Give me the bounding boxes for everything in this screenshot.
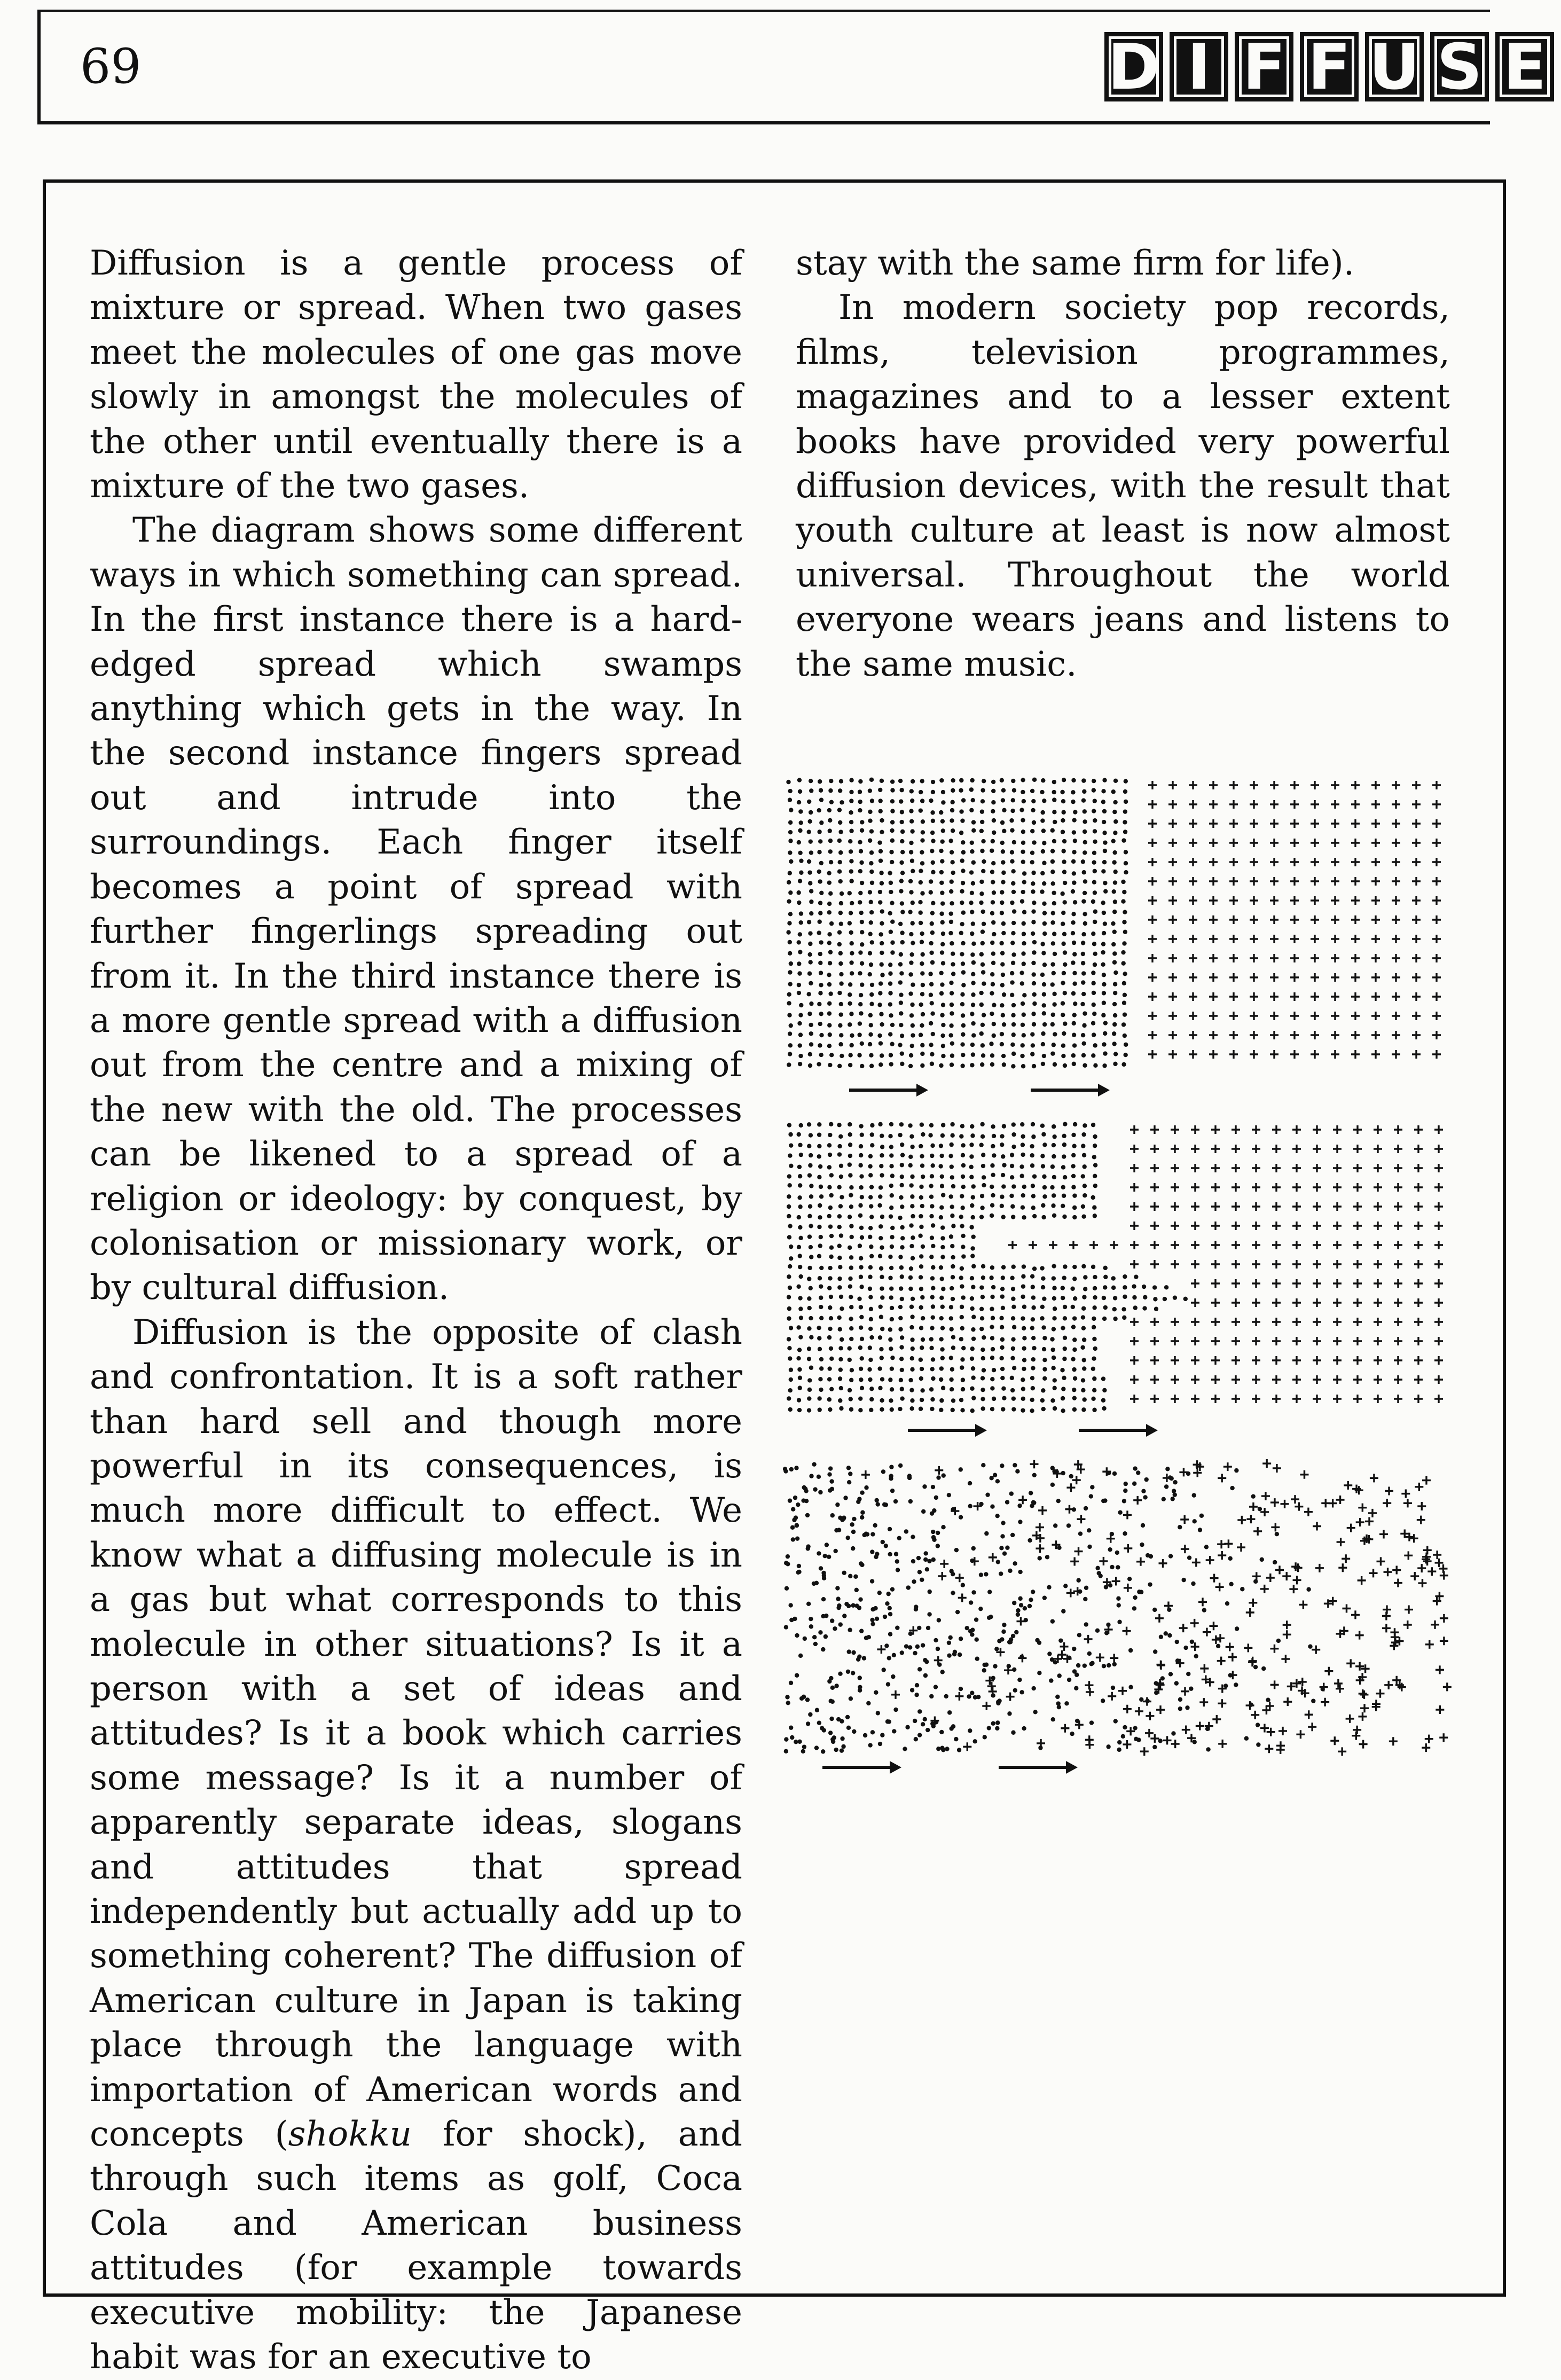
- logo-letter: F: [1300, 32, 1359, 101]
- logo-letter: U: [1365, 32, 1424, 101]
- diagram-panel-hard-edged: [780, 774, 1453, 1100]
- arrow-right-icon: [849, 1089, 919, 1092]
- diagram-panel-gentle: [780, 1458, 1453, 1784]
- diagram-panel-fingers: [780, 1119, 1453, 1445]
- paragraph: The diagram shows some different ways in which something can spread. In the first instance there is a hard-edged spread which swamps anything which gets in the way. In the second instance fingers spread out and intrude into the surroundings. Each finger itself becomes a point of spread with further fingerlings spreading out from it. In the third instance there is a more gentle spread with a diffusion out from the centre and a mixing of the new with the old. The processes can be likened to a spread of a religion or ideology: by conquest, by colonisation or missionary work, or by cultural diffusion.: [90, 511, 742, 1308]
- arrow-right-icon: [1031, 1089, 1100, 1092]
- arrow-right-icon: [999, 1766, 1068, 1769]
- left-column: [90, 241, 742, 2380]
- paragraph: Diffusion is a gentle process of mixture or spread. When two gases meet the molecules of one gas move slowly in amongst the molecules of the other until eventually there is a mixture of the two gases.: [90, 244, 742, 506]
- logo-letter: I: [1170, 32, 1228, 101]
- paragraph: In modern society pop records, films, television programmes, magazines and to a lesser extent books have provided very powerful diffusion devices, with the result that youth culture at least is now almost universal. Throughout the world everyone wears jeans and listens to the same music.: [796, 288, 1450, 684]
- logo-letter: E: [1495, 32, 1554, 101]
- section-logo: [1104, 30, 1554, 104]
- arrow-right-icon: [908, 1429, 977, 1432]
- logo-letter: D: [1104, 32, 1163, 101]
- arrow-right-icon: [1079, 1429, 1148, 1432]
- diffusion-field: [780, 1119, 1453, 1418]
- paragraph-text: Diffusion is the opposite of clash and confrontation. It is a soft rather than hard sell and though more powerful in its consequences, is much more difficult to effect. We know what a diffusing molecule is in a gas but what corresponds to this molecule in other situations? Is it a person with a set of ideas and attitudes? Is it a book which carries some message? Is it a number of apparently separate ideas, slogans and attitudes that spread independently but actually add up to something coherent? The diffusion of American culture in Japan is taking place through the language with importation of American words and concepts (: [90, 1312, 742, 2155]
- diffusion-field: [780, 1458, 1453, 1757]
- right-column: [796, 241, 1450, 687]
- diffusion-field: [780, 774, 1453, 1074]
- paragraph: [90, 1311, 742, 2380]
- logo-letter: F: [1235, 32, 1293, 101]
- paragraph: stay with the same firm for life).: [796, 244, 1355, 283]
- italic-term: shokku: [288, 2115, 412, 2155]
- paragraph-text: for shock), and through such items as golf, Coca Cola and American business attitudes (for example towards executive mobility: the Japanese habit was for an executive to: [90, 2115, 742, 2377]
- arrow-right-icon: [822, 1766, 892, 1769]
- logo-letter: S: [1430, 32, 1489, 101]
- page-number: 69: [80, 38, 142, 95]
